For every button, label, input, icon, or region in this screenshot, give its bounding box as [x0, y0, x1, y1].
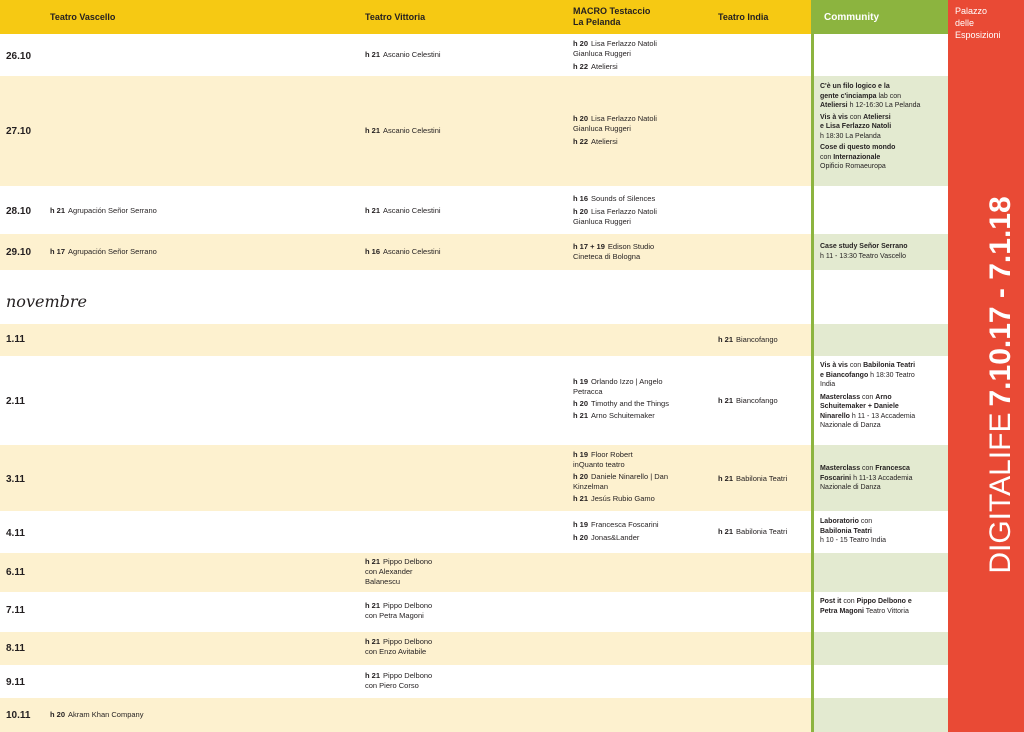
table-header [0, 0, 811, 34]
cell-vittoria: h 21 Pippo Delbono con Enzo Avitabile [365, 637, 433, 656]
row-date: 7.11 [6, 605, 25, 616]
cell-macro: h 19 Floor Robert inQuanto teatro h 20 Daniele Ninarello | Dan Kinzelman h 21 Jesús Rubio Gamo [573, 450, 669, 503]
month-label: novembre [6, 292, 87, 311]
cell-macro: h 16 Sounds of Silences h 20 Lisa Ferlazzo Natoli Gianluca Ruggeri [573, 194, 657, 226]
digitalife-dates: 7.10.17 - 7.1.18 [984, 196, 1017, 407]
cell-vascello: h 21 Agrupación Señor Serrano [50, 206, 157, 215]
palazzo-line-2: delle [955, 18, 975, 28]
cell-vascello: h 20 Akram Khan Company [50, 710, 144, 719]
cell-vittoria: h 21 Pippo Delbono con Piero Corso [365, 671, 433, 690]
row-date: 4.11 [6, 528, 25, 539]
community-header [811, 0, 948, 34]
column-header-macro-1: MACRO Testaccio [573, 6, 651, 16]
community-event: C'è un filo logico e la gente c'inciampa lab con Ateliersi h 12-16:30 La Pelanda Vis à vis con Ateliersi e Lisa Ferlazzo Natoli h 18:30 La Pelanda Cose di questo mondo con Internazionale Opificio Romaeuropa [820, 83, 921, 170]
cell-vittoria: h 21 Ascanio Celestini [365, 50, 441, 59]
row-date: 29.10 [6, 247, 32, 258]
digitalife-title [981, 175, 1021, 595]
community-event: Vis à vis con Babilonia Teatri e Biancofango h 18:30 Teatro India Masterclass con Arno Schuitemaker + Daniele Ninarello h 11 - 13 Accademia Nazionale di Danza [820, 362, 916, 429]
community-bg [814, 324, 948, 356]
cell-vittoria: h 21 Pippo Delbono con Petra Magoni [365, 601, 433, 620]
community-event: Masterclass con Francesca Foscarini h 11-13 Accademia Nazionale di Danza [820, 465, 913, 491]
cell-macro: h 17 + 19 Edison Studio Cineteca di Bologna [573, 242, 655, 261]
row-date: 3.11 [6, 474, 25, 485]
cell-vittoria: h 16 Ascanio Celestini [365, 247, 441, 256]
cell-vittoria: h 21 Pippo Delbono con Alexander Balanescu [365, 557, 433, 586]
palazzo-line-1: Palazzo [955, 6, 988, 16]
cell-macro: h 20 Lisa Ferlazzo Natoli Gianluca Ruggeri h 22 Ateliersi [573, 114, 657, 146]
cell-india: h 21 Biancofango [718, 396, 778, 405]
community-bg [814, 698, 948, 732]
community-bg [814, 632, 948, 665]
community-event: Post it con Pippo Delbono e Petra Magoni Teatro Vittoria [820, 598, 912, 615]
community-bg [814, 553, 948, 592]
cell-india: h 21 Biancofango [718, 335, 778, 344]
digitalife-name: DIGITALIFE [984, 412, 1017, 574]
cell-vittoria: h 21 Ascanio Celestini [365, 206, 441, 215]
row-date: 10.11 [6, 710, 31, 721]
column-header-teatro-india: Teatro India [718, 12, 769, 22]
row-date: 8.11 [6, 643, 25, 654]
row-bg [0, 324, 811, 356]
column-header-teatro-vittoria: Teatro Vittoria [365, 12, 426, 22]
column-header-teatro-vascello: Teatro Vascello [50, 12, 116, 22]
row-bg [0, 445, 811, 511]
row-date: 2.11 [6, 396, 25, 407]
community-header-label: Community [824, 12, 879, 23]
row-date: 26.10 [6, 51, 32, 62]
cell-macro: h 19 Orlando Izzo | Angelo Petracca h 20 Timothy and the Things h 21 Arno Schuitemaker [573, 377, 669, 420]
palazzo-label [955, 5, 1001, 41]
row-date: 6.11 [6, 567, 25, 578]
row-bg [0, 356, 811, 445]
row-date: 1.11 [6, 334, 25, 345]
cell-macro: h 19 Francesca Foscarini h 20 Jonas&Lander [573, 520, 659, 542]
row-date: 28.10 [6, 206, 32, 217]
cell-vascello: h 17 Agrupación Señor Serrano [50, 247, 157, 256]
community-event: Case study Señor Serrano h 11 - 13:30 Teatro Vascello [820, 243, 908, 260]
cell-vittoria: h 21 Ascanio Celestini [365, 126, 441, 135]
cell-india: h 21 Babilonia Teatri [718, 474, 788, 483]
community-event: Laboratorio con Babilonia Teatri h 10 - 15 Teatro India [820, 518, 887, 544]
row-date: 9.11 [6, 677, 25, 688]
row-date: 27.10 [6, 126, 32, 137]
cell-macro: h 20 Lisa Ferlazzo Natoli Gianluca Ruggeri h 22 Ateliersi [573, 39, 657, 71]
column-header-macro-2: La Pelanda [573, 17, 621, 27]
cell-india: h 21 Babilonia Teatri [718, 527, 788, 536]
palazzo-line-3: Esposizioni [955, 30, 1001, 40]
